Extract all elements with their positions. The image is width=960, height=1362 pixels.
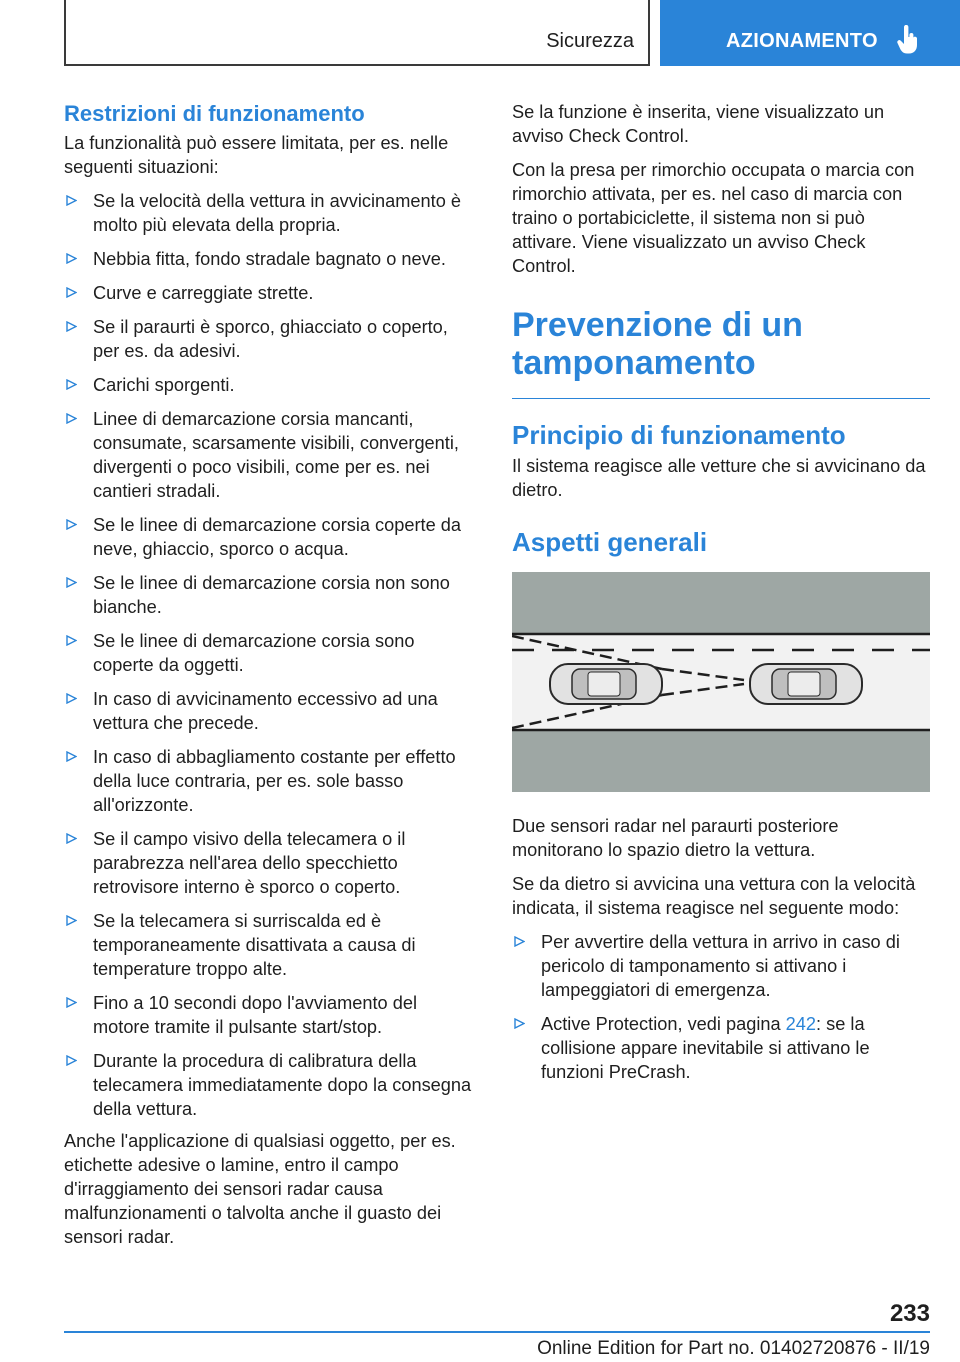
triangle-bullet-icon xyxy=(66,577,77,588)
list-item: Per avvertire della vettura in arrivo in caso di pericolo di tamponamento si attivano i lampeggiatori di emergenza. xyxy=(512,930,930,1002)
section-title: Sicurezza xyxy=(546,30,634,52)
triangle-bullet-icon xyxy=(66,321,77,332)
rear-collision-heading: Prevenzione di un tamponamento xyxy=(512,306,803,382)
triangle-bullet-icon xyxy=(66,1055,77,1066)
list-item: Se le linee di demarcazione corsia coperte da neve, ghiaccio, sporco o acqua. xyxy=(64,513,478,561)
list-item: In caso di avvicinamento eccessivo ad una vettura che precede. xyxy=(64,687,478,735)
check-control-paragraph: Se la funzione è inserita, viene visualizzato un avviso Check Control. xyxy=(512,102,885,146)
list-item: Fino a 10 secondi dopo l'avviamento del motore tramite il pulsante start/stop. xyxy=(64,991,478,1039)
list-item: Se la velocità della vettura in avvicinamento è molto più elevata della propria. xyxy=(64,189,478,237)
radar-sensor-illustration xyxy=(512,572,930,792)
list-item: In caso di abbagliamento costante per effetto della luce contraria, per es. sole basso all'orizzonte. xyxy=(64,745,478,817)
list-item: Carichi sporgenti. xyxy=(64,373,478,397)
triangle-bullet-icon xyxy=(514,936,525,947)
header-section-box xyxy=(64,0,650,66)
general-paragraph-1: Due sensori radar nel paraurti posteriore monitorano lo spazio dietro la vettura. xyxy=(512,816,839,860)
triangle-bullet-icon xyxy=(66,693,77,704)
list-item: Se il paraurti è sporco, ghiacciato o coperto, per es. da adesivi. xyxy=(64,315,478,363)
page-reference-link[interactable]: 242 xyxy=(785,1014,817,1034)
chapter-title: AZIONAMENTO xyxy=(726,30,878,52)
restrictions-intro: La funzionalità può essere limitata, per es. nelle seguenti situazioni: xyxy=(64,133,449,177)
footer-rule xyxy=(64,1331,930,1333)
list-item: Active Protection, vedi pagina 242: se la collisione appare inevitabile si attivano le funzioni PreCrash. xyxy=(512,1012,930,1084)
list-item: Se il campo visivo della telecamera o il parabrezza nell'area dello specchietto retrovisore interno è sporco o coperto. xyxy=(64,827,478,899)
triangle-bullet-icon xyxy=(66,287,77,298)
triangle-bullet-icon xyxy=(66,635,77,646)
general-heading: Aspetti generali xyxy=(512,527,708,557)
restrictions-outro: Anche l'applicazione di qualsiasi oggetto, per es. etichette adesive o lamine, entro il campo d'irraggiamento dei sensori radar causa malfunzionamenti o talvolta anche il guasto dei sensori radar. xyxy=(64,1131,456,1247)
footer-edition: Online Edition for Part no. 01402720876 - II/19 xyxy=(537,1338,930,1359)
list-item: Se la telecamera si surriscalda ed è temporaneamente disattivata a causa di temperature troppo alte. xyxy=(64,909,478,981)
page-number: 233 xyxy=(889,1300,930,1327)
triangle-bullet-icon xyxy=(66,379,77,390)
list-item: Linee di demarcazione corsia mancanti, consumate, scarsamente visibili, convergenti, divergenti o poco visibili, come per es. nei cantieri stradali. xyxy=(64,407,478,503)
triangle-bullet-icon xyxy=(66,253,77,264)
triangle-bullet-icon xyxy=(514,1018,525,1029)
general-paragraph-2: Se da dietro si avvicina una vettura con la velocità indicata, il sistema reagisce nel seguente modo: xyxy=(512,874,916,918)
heading-rule xyxy=(512,398,930,399)
reaction-list xyxy=(512,930,930,1084)
list-item: Durante la procedura di calibratura della telecamera immediatamente dopo la consegna della vettura. xyxy=(64,1049,478,1121)
list-item: Nebbia fitta, fondo stradale bagnato o neve. xyxy=(64,247,478,271)
triangle-bullet-icon xyxy=(66,519,77,530)
hand-pointer-icon xyxy=(896,25,920,55)
triangle-bullet-icon xyxy=(66,833,77,844)
approaching-vehicle xyxy=(750,664,862,704)
list-item: Se le linee di demarcazione corsia non sono bianche. xyxy=(64,571,478,619)
triangle-bullet-icon xyxy=(66,915,77,926)
restrictions-list xyxy=(64,189,478,1121)
list-item: Curve e carreggiate strette. xyxy=(64,281,478,305)
principle-heading: Principio di funzionamento xyxy=(512,420,846,450)
triangle-bullet-icon xyxy=(66,413,77,424)
left-column xyxy=(64,100,478,1249)
own-vehicle xyxy=(550,664,662,704)
triangle-bullet-icon xyxy=(66,997,77,1008)
triangle-bullet-icon xyxy=(66,195,77,206)
header-chapter-box xyxy=(660,0,960,66)
right-column xyxy=(512,100,930,1094)
list-item: Se le linee di demarcazione corsia sono coperte da oggetti. xyxy=(64,629,478,677)
restrictions-heading: Restrizioni di funzionamento xyxy=(64,101,365,126)
principle-text: Il sistema reagisce alle vetture che si avvicinano da dietro. xyxy=(512,456,926,500)
triangle-bullet-icon xyxy=(66,751,77,762)
trailer-paragraph: Con la presa per rimorchio occupata o marcia con rimorchio attivata, per es. nel caso di marcia con traino o portabiciclette, il sistema non si può attivare. Viene visualizzato un avviso Check Control. xyxy=(512,160,915,276)
